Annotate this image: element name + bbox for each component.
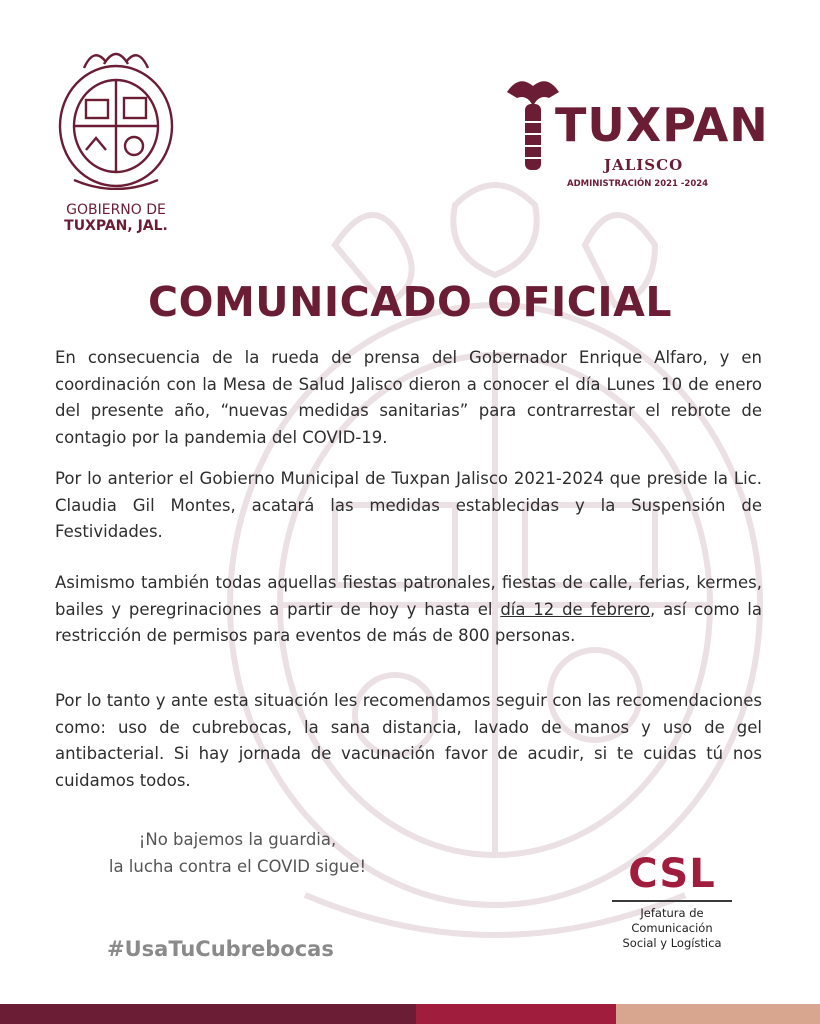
footer-stripe-maroon <box>0 1004 416 1024</box>
csl-line-1: Jefatura de <box>640 906 704 920</box>
hashtag: #UsaTuCubrebocas <box>107 937 334 961</box>
csl-line-3: Social y Logística <box>622 936 722 950</box>
government-logo <box>50 40 182 234</box>
government-line-1: GOBIERNO DE <box>66 202 166 218</box>
paragraph-1: En consecuencia de la rueda de prensa del Gobernador Enrique Alfaro, y en coordinación con la Mesa de Salud Jalisco dieron a conocer el día Lunes 10 de enero del presente año, “nuevas medidas sanitarias” para contrarrestar el rebrote de contagio por la pandemia del COVID-19. <box>55 348 762 447</box>
paragraph-2: Por lo anterior el Gobierno Municipal de Tuxpan Jalisco 2021-2024 que preside la Lic. Claudia Gil Montes, acatará las medidas establecidas y la Suspensión de Festividades. <box>55 469 762 541</box>
brand-state: JALISCO <box>604 156 684 174</box>
slogan <box>55 826 420 880</box>
date-highlight: día 12 de febrero <box>500 599 651 619</box>
government-line-2: TUXPAN, JAL. <box>64 218 168 234</box>
footer-stripe-red <box>416 1004 616 1024</box>
csl-line-2: Comunicación <box>631 921 713 935</box>
footer-stripe-peach <box>616 1004 820 1024</box>
csl-divider <box>612 900 732 902</box>
csl-logo <box>612 852 732 951</box>
paragraph-3 <box>55 570 762 650</box>
brand-administration: ADMINISTRACIÓN 2021 -2024 <box>567 179 709 189</box>
paragraph-3-end: , así como la restricción de permisos para eventos de más de 800 personas. <box>55 599 762 645</box>
paragraph-4: Por lo tanto y ante esta situación les recomendamos seguir con las recomendaciones como: uso de cubrebocas, la sana distancia, lavado de manos y uso de gel antibacterial. Si hay jornada de vacunación favor de acudir, si te cuidas tú nos cuidamos todos. <box>55 691 762 790</box>
footer-color-strip <box>0 1004 820 1024</box>
brand-name: TUXPAN <box>555 98 769 152</box>
page-title: COMUNICADO OFICIAL <box>148 278 672 326</box>
slogan-line-1: ¡No bajemos la guardia, <box>138 830 337 849</box>
municipal-seal-icon <box>54 40 178 190</box>
tuxpan-brand-icon <box>503 74 563 184</box>
csl-mark: CSL <box>628 851 716 897</box>
paragraph-3-start: Asimismo también todas aquellas fiestas patronales, fiestas de calle, ferias, kermes, bailes y peregrinaciones a partir de hoy y hasta el <box>55 573 762 619</box>
tuxpan-brand-logo <box>503 74 769 199</box>
slogan-line-2: la lucha contra el COVID sigue! <box>108 857 367 876</box>
